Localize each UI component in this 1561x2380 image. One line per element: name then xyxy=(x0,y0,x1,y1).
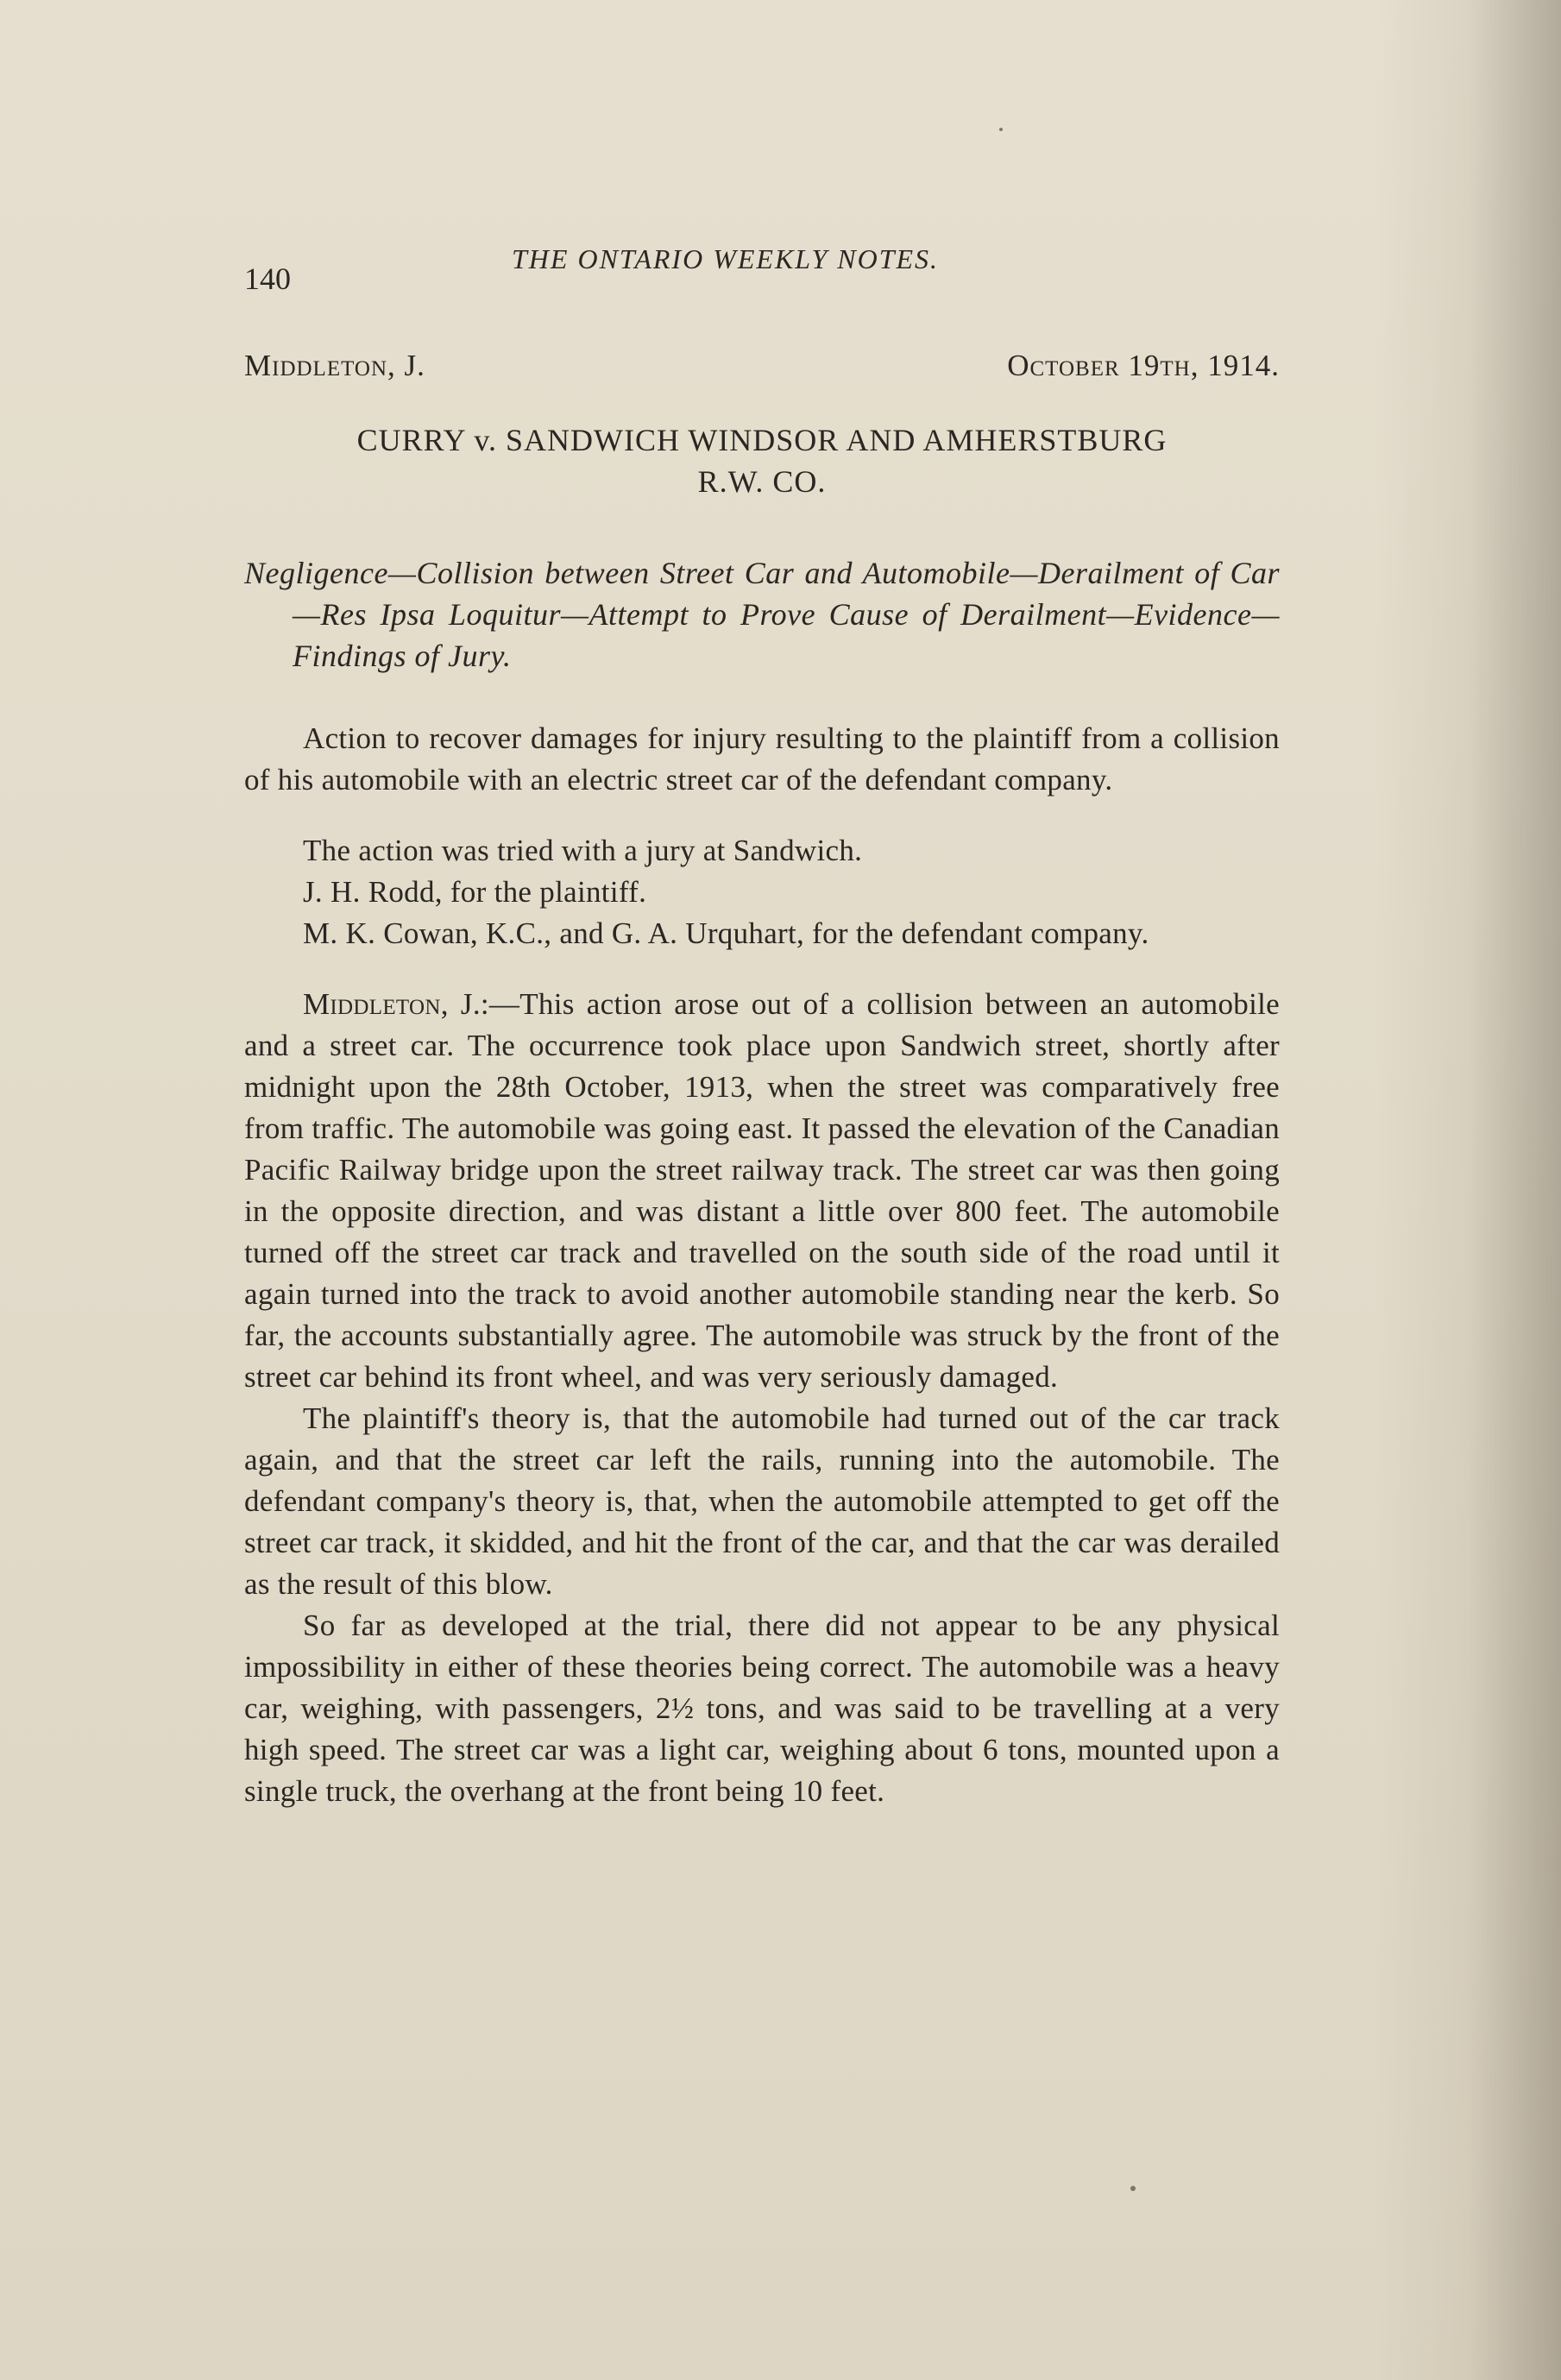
paper-speck xyxy=(999,128,1003,131)
decision-date: October 19th, 1914. xyxy=(1007,349,1280,382)
case-title-line-1: CURRY v. SANDWICH WINDSOR AND AMHERSTBURG xyxy=(356,423,1168,457)
paragraph-theories: The plaintiff's theory is, that the automobile had turned out of the car track again, and that the street car left the rails, running into the automobile. The defendant company's theory is, that, when the automobile attempted to get off the street car track, it skidded, and hit the front of the car, and that the car was derailed as the result of this blow. xyxy=(244,1401,1280,1601)
judgment-judge-name: Middleton, J. xyxy=(303,987,481,1021)
headnote: Negligence—Collision between Street Car and Automobile—Derailment of Car—Res Ipsa Loquitur—Attempt to Prove Cause of Derailment—Evidence—Findings of Jury. xyxy=(244,556,1280,673)
paragraph-judgment-opening xyxy=(244,984,1280,1398)
paper-speck xyxy=(1130,2186,1136,2191)
case-line xyxy=(244,349,1280,383)
paragraph-plaintiff-counsel: J. H. Rodd, for the plaintiff. xyxy=(303,875,647,909)
case-title-line-2: R.W. CO. xyxy=(697,464,827,499)
journal-title: THE ONTARIO WEEKLY NOTES. xyxy=(512,243,940,274)
judgment-opening-text: :—This action arose out of a collision between an automobile and a street car. The occurrence took place upon Sandwich street, shortly after midnight upon the 28th October, 1913, when the street was comparatively free from traffic. The automobile was going east. It passed the elevation of the Canadian Pacific Railway bridge upon the street railway track. The street car was then going in the opposite direction, and was distant a little over 800 feet. The automobile turned off the street car track and travelled on the south side of the road until it again turned into the track to avoid another automobile standing near the kerb. So far, the accounts substantially agree. The automobile was struck by the front of the street car behind its front wheel, and was very seriously damaged. xyxy=(244,987,1280,1394)
judge-name: Middleton, J. xyxy=(244,349,425,382)
text-block xyxy=(244,242,1280,1812)
case-title xyxy=(244,419,1280,502)
paragraph-defendant-counsel: M. K. Cowan, K.C., and G. A. Urquhart, for the defendant company. xyxy=(303,916,1149,950)
running-head xyxy=(244,242,1280,296)
page-number: 140 xyxy=(244,261,291,296)
paragraph-trial-findings: So far as developed at the trial, there did not appear to be any physical impossibility in either of these theories being correct. The automobile was a heavy car, weighing, with passengers, 2½ tons, and was said to be travelling at a very high speed. The street car was a light car, weighing about 6 tons, mounted upon a single truck, the overhang at the front being 10 feet. xyxy=(244,1609,1280,1808)
paragraph-action: Action to recover damages for injury resulting to the plaintiff from a collision of his automobile with an electric street car of the defendant company. xyxy=(244,721,1280,796)
paragraph-trial: The action was tried with a jury at Sandwich. xyxy=(303,834,863,867)
